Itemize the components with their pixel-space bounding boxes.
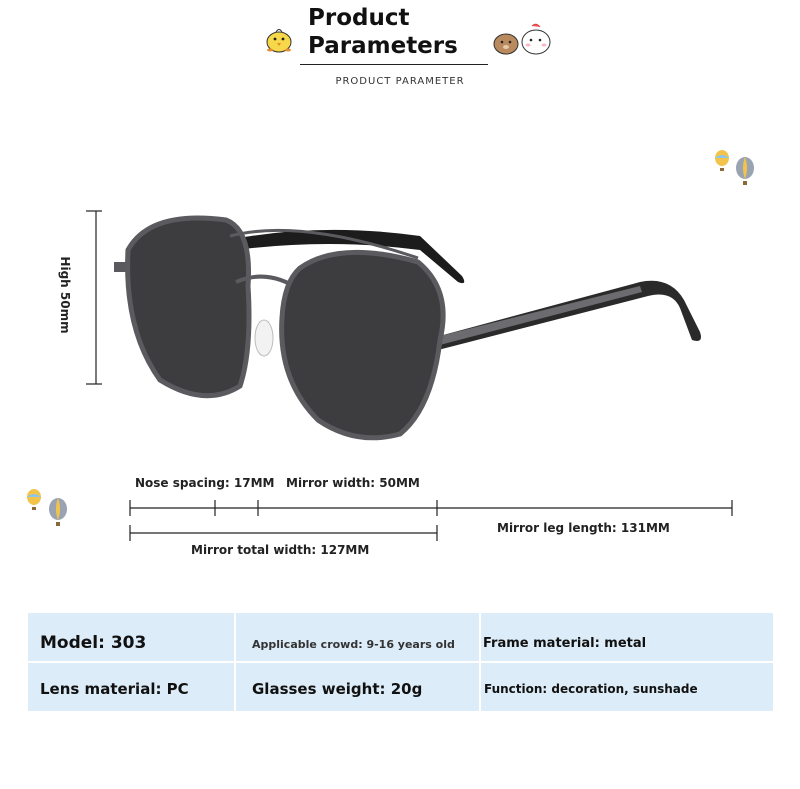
total-width-label: Mirror total width: 127MM (191, 543, 370, 557)
spec-model: Model: 303 (40, 633, 147, 653)
spec-function: Function: decoration, sunshade (484, 682, 698, 696)
spec-table (28, 613, 773, 711)
page-subtitle: PRODUCT PARAMETER (335, 76, 465, 87)
leg-length-label: Mirror leg length: 131MM (497, 521, 670, 535)
table-row-divider (28, 661, 773, 663)
title-line-1: Product (308, 5, 410, 31)
table-col-divider (234, 613, 236, 711)
spec-weight: Glasses weight: 20g (252, 680, 423, 698)
table-col-divider (479, 613, 481, 711)
spec-frame: Frame material: metal (483, 636, 647, 651)
mirror-width-label: Mirror width: 50MM (286, 476, 420, 490)
spec-lens: Lens material: PC (40, 680, 189, 698)
height-label: High 50mm (58, 256, 72, 334)
title-line-2: Parameters (308, 33, 458, 59)
nose-spacing-label: Nose spacing: 17MM (135, 476, 275, 490)
spec-crowd: Applicable crowd: 9-16 years old (252, 638, 455, 651)
